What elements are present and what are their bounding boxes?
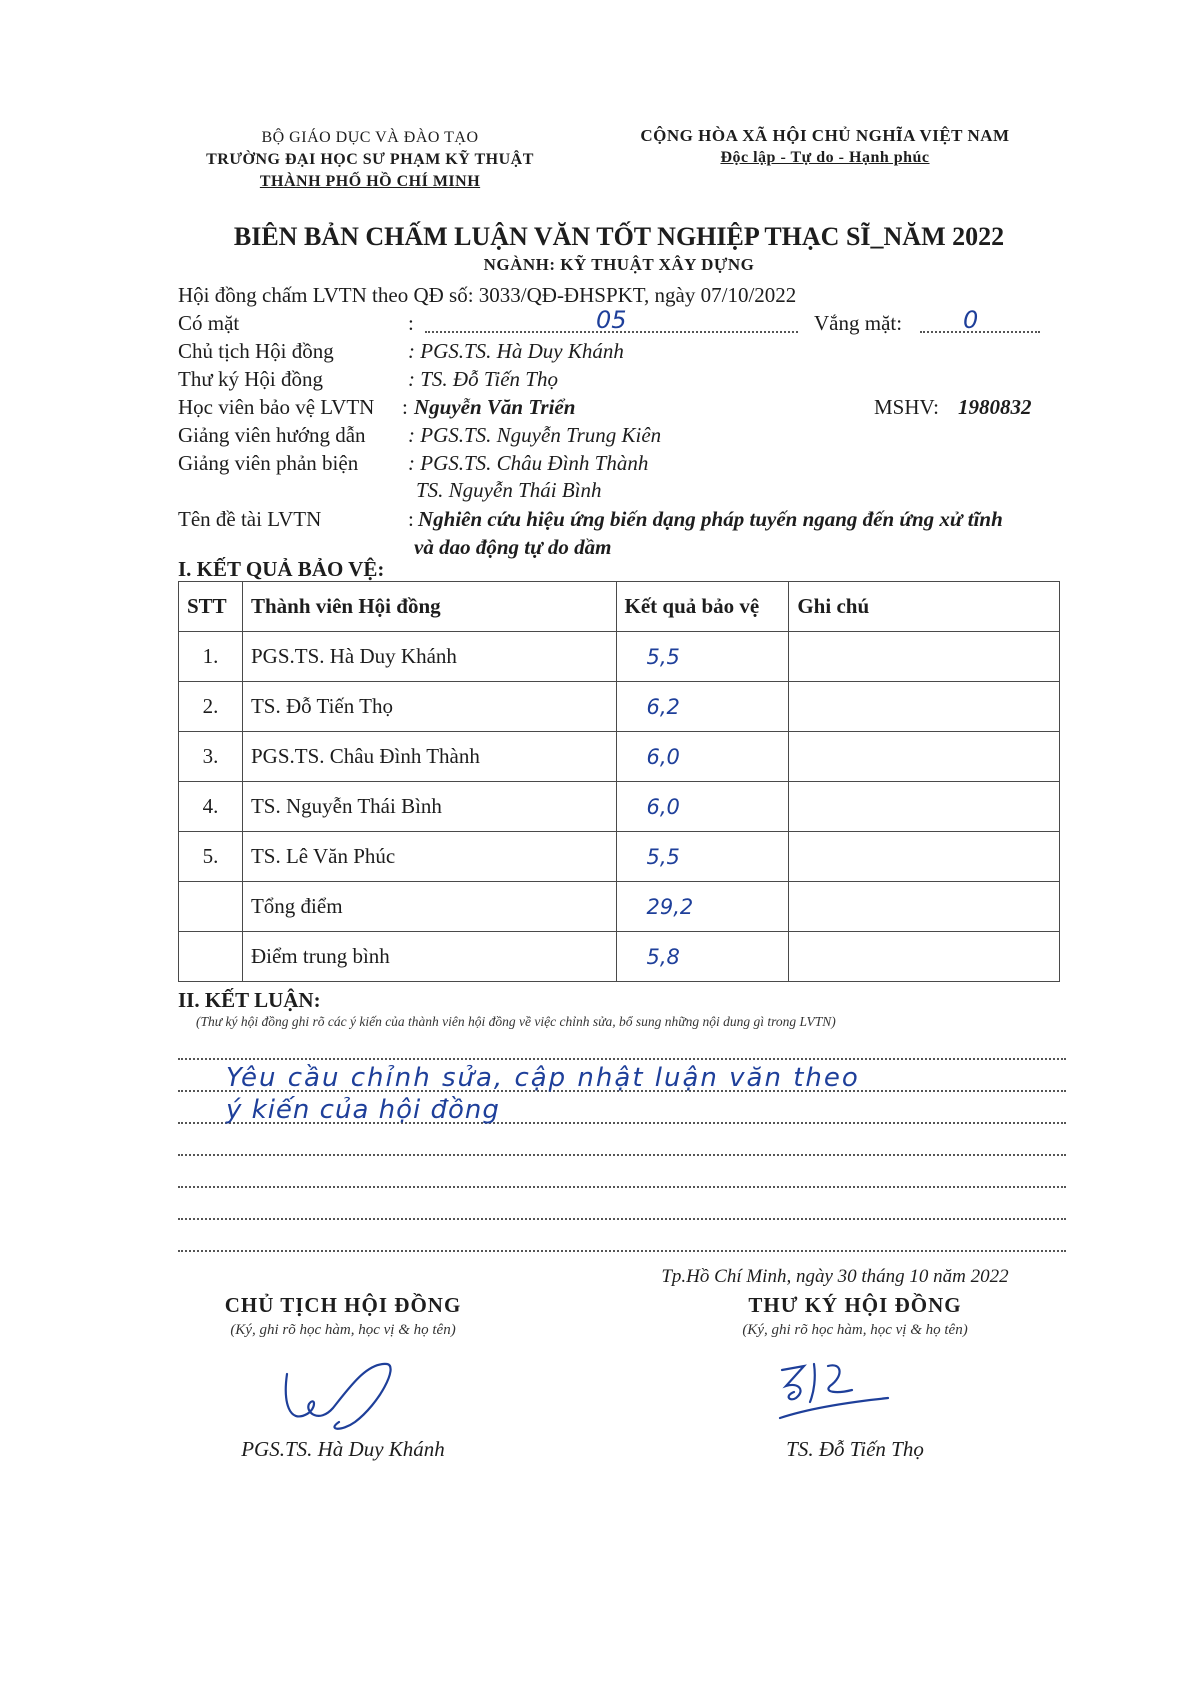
row-note [789, 632, 1060, 682]
row-note [789, 882, 1060, 932]
row-note [789, 832, 1060, 882]
row-member: PGS.TS. Châu Đình Thành [242, 732, 616, 782]
col-header-score: Kết quả bảo vệ [616, 582, 789, 632]
absent-label: Vắng mặt: [814, 311, 903, 335]
row-stt: 4. [179, 782, 243, 832]
conclusion-handwriting-1: Yêu cầu chỉnh sửa, cập nhật luận văn theo [226, 1063, 860, 1093]
row-note [789, 932, 1060, 982]
present-colon: : [408, 311, 414, 335]
chair-signature-note: (Ký, ghi rõ học hàm, học vị & họ tên) [230, 1322, 456, 1338]
col-header-member: Thành viên Hội đồng [242, 582, 616, 632]
absent-dots [920, 331, 1040, 333]
row-stt: 1. [179, 632, 243, 682]
table-row [179, 832, 1060, 882]
row-stt: 2. [179, 682, 243, 732]
row-note [789, 732, 1060, 782]
chair-value: : PGS.TS. Hà Duy Khánh [408, 339, 624, 363]
secretary-label: Thư ký Hội đồng [178, 367, 323, 391]
row-score: 5,5 [616, 632, 789, 682]
results-header-row [179, 582, 1060, 632]
motto-wrap [610, 149, 1040, 167]
average-row [179, 932, 1060, 982]
col-header-note: Ghi chú [789, 582, 1060, 632]
table-row [179, 682, 1060, 732]
student-id-value: 1980832 [958, 395, 1032, 419]
topic-line-1: Nghiên cứu hiệu ứng biến dạng pháp tuyến ngang đến ứng xử tĩnh [418, 507, 1003, 531]
section-results-heading: I. KẾT QUẢ BẢO VỆ: [178, 557, 385, 581]
chair-signature-name: PGS.TS. Hà Duy Khánh [241, 1437, 445, 1461]
reviewer-label: Giảng viên phản biện [178, 451, 359, 475]
conclusion-instruction: (Thư ký hội đồng ghi rõ các ý kiến của thành viên hội đồng về việc chỉnh sửa, bổ sung những nội dung gì trong LVTN) [196, 1014, 836, 1029]
signing-date: Tp.Hồ Chí Minh, ngày 30 tháng 10 năm 2022 [661, 1266, 1009, 1287]
national-motto: Độc lập - Tự do - Hạnh phúc [720, 149, 930, 166]
chair-signature-title: CHỦ TỊCH HỘI ĐỒNG [224, 1293, 462, 1317]
decision-line: Hội đồng chấm LVTN theo QĐ số: 3033/QĐ-ĐHSPKT, ngày 07/10/2022 [178, 283, 797, 307]
dotted-line-6 [178, 1218, 1066, 1220]
advisor-value: : PGS.TS. Nguyễn Trung Kiên [408, 423, 662, 447]
topic-colon: : [408, 507, 414, 531]
student-name: Nguyễn Văn Triển [414, 395, 576, 419]
conclusion-handwriting-2: ý kiến của hội đồng [226, 1095, 500, 1125]
row-member: TS. Đỗ Tiến Thọ [242, 682, 616, 732]
ministry-name: BỘ GIÁO DỤC VÀ ĐÀO TẠO [261, 129, 479, 146]
present-label: Có mặt [178, 311, 240, 335]
chair-signature [275, 1352, 415, 1442]
row-score: 5,5 [616, 832, 789, 882]
university-city-wrap [200, 173, 540, 191]
table-row [179, 732, 1060, 782]
row-score: 6,0 [616, 732, 789, 782]
row-member: PGS.TS. Hà Duy Khánh [242, 632, 616, 682]
reviewer-value-2: TS. Nguyễn Thái Bình [416, 478, 602, 502]
present-count: 05 [596, 306, 627, 334]
secretary-signature [770, 1352, 900, 1432]
dotted-line-4 [178, 1154, 1066, 1156]
table-row [179, 632, 1060, 682]
row-member: TS. Nguyễn Thái Bình [242, 782, 616, 832]
absent-count: 0 [963, 306, 979, 334]
row-stt: 5. [179, 832, 243, 882]
col-header-stt: STT [179, 582, 243, 632]
row-note [789, 782, 1060, 832]
row-member: Điểm trung bình [242, 932, 616, 982]
row-stt [179, 882, 243, 932]
student-label: Học viên bảo vệ LVTN [178, 395, 375, 419]
row-note [789, 682, 1060, 732]
dotted-line-5 [178, 1186, 1066, 1188]
row-stt [179, 932, 243, 982]
reviewer-value-1: : PGS.TS. Châu Đình Thành [408, 451, 649, 475]
student-id-label: MSHV: [874, 395, 939, 419]
dotted-line-1 [178, 1058, 1066, 1060]
row-score: 6,2 [616, 682, 789, 732]
dotted-line-7 [178, 1250, 1066, 1252]
row-score: 5,8 [616, 932, 789, 982]
row-stt: 3. [179, 732, 243, 782]
row-member: Tổng điểm [242, 882, 616, 932]
section-conclusion-heading: II. KẾT LUẬN: [178, 988, 321, 1012]
university-name: TRƯỜNG ĐẠI HỌC SƯ PHẠM KỸ THUẬT [206, 151, 534, 168]
document-subtitle: NGÀNH: KỸ THUẬT XÂY DỰNG [483, 255, 755, 274]
row-score: 6,0 [616, 782, 789, 832]
advisor-label: Giảng viên hướng dẫn [178, 423, 366, 447]
chair-label: Chủ tịch Hội đồng [178, 339, 334, 363]
row-member: TS. Lê Văn Phúc [242, 832, 616, 882]
secretary-signature-note: (Ký, ghi rõ học hàm, học vị & họ tên) [742, 1322, 968, 1338]
topic-label: Tên đề tài LVTN [178, 507, 322, 531]
republic-name: CỘNG HÒA XÃ HỘI CHỦ NGHĨA VIỆT NAM [640, 126, 1010, 145]
table-row [179, 782, 1060, 832]
secretary-signature-name: TS. Đỗ Tiến Thọ [786, 1437, 924, 1461]
secretary-value: : TS. Đỗ Tiến Thọ [408, 367, 558, 391]
document-title: BIÊN BẢN CHẤM LUẬN VĂN TỐT NGHIỆP THẠC SĨ_NĂM 2022 [233, 222, 1005, 251]
topic-line-2: và dao động tự do dầm [414, 535, 612, 559]
results-table [178, 581, 1060, 982]
total-row [179, 882, 1060, 932]
student-colon: : [402, 395, 408, 419]
university-city: THÀNH PHỐ HỒ CHÍ MINH [259, 173, 481, 190]
row-score: 29,2 [616, 882, 789, 932]
secretary-signature-title: THƯ KÝ HỘI ĐỒNG [748, 1293, 962, 1317]
